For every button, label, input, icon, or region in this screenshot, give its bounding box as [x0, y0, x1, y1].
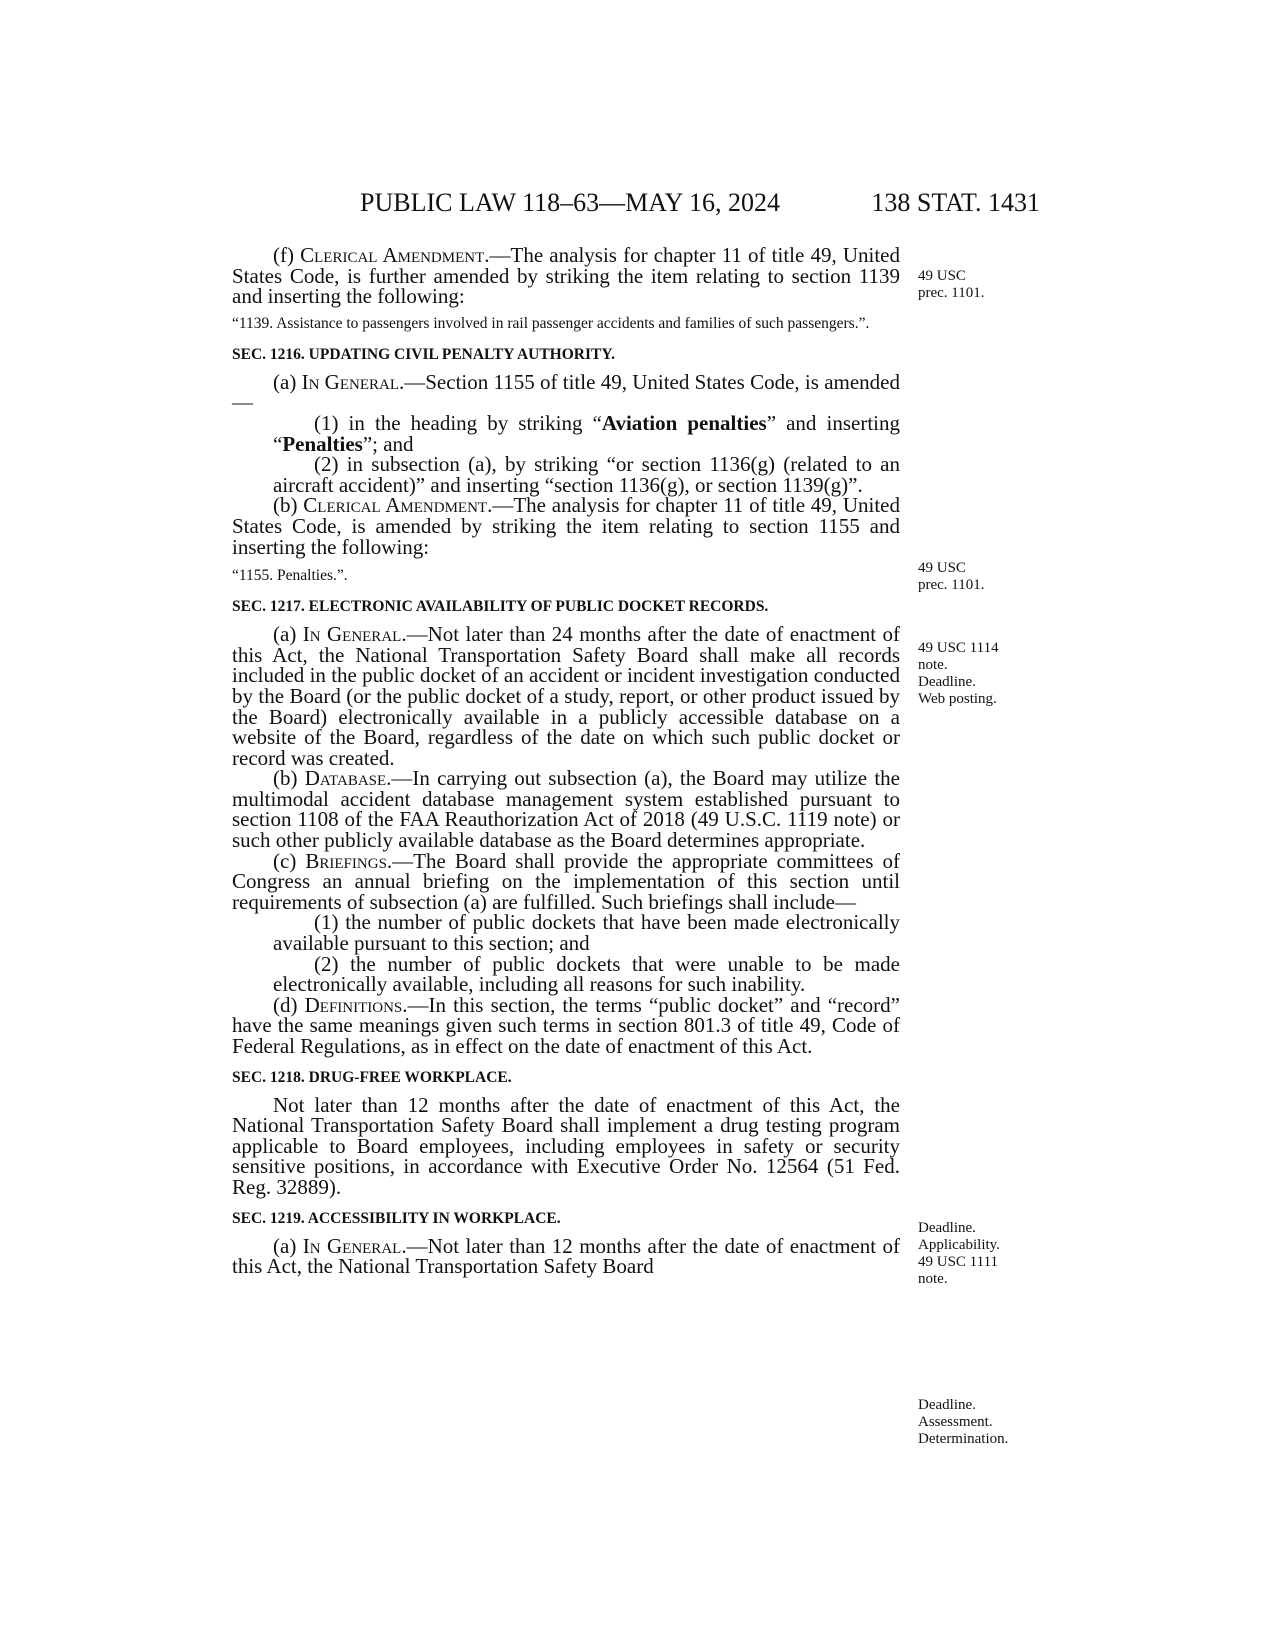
subsection-heading: In General	[302, 1233, 402, 1258]
margin-note-sec-1218: Deadline. Applicability. 49 USC 1111 note.	[918, 1220, 1000, 1287]
section-heading-1218: SEC. 1218. DRUG-FREE WORKPLACE.	[232, 1068, 512, 1086]
paragraph-1217-c2: (2) the number of public dockets that were unable to be made electronically available, including all reasons for such inability.	[273, 951, 900, 997]
subsection-heading: In General	[301, 369, 399, 394]
document-body	[232, 245, 900, 1277]
section-heading-1216: SEC. 1216. UPDATING CIVIL PENALTY AUTHORITY.	[232, 345, 615, 363]
header-stat-page: 138 STAT. 1431	[871, 188, 1040, 217]
paragraph-1217-b: (b) Database.—In carrying out subsection (a), the Board may utilize the multimodal accident database management system established pursuant to section 1108 of the FAA Reauthorization Act of 2018 (49 U.S.C. 1119 note) or such other publicly available database as the Board determines appropriate.	[232, 766, 900, 853]
subsection-heading: Definitions	[304, 992, 403, 1017]
header-law-title: PUBLIC LAW 118–63—MAY 16, 2024	[360, 188, 780, 217]
paragraph-1217-c1: (1) the number of public dockets that have been made electronically available pursuant to this section; and	[273, 910, 900, 956]
section-heading-1219: SEC. 1219. ACCESSIBILITY IN WORKPLACE.	[232, 1209, 561, 1227]
analysis-item-1139: “1139. Assistance to passengers involved in rail passenger accidents and families of such passengers.”.	[232, 314, 870, 332]
margin-note-sec-1219: Deadline. Assessment. Determination.	[918, 1397, 1009, 1447]
subsection-heading: Clerical Amendment	[303, 493, 488, 518]
margin-note-clerical-b: 49 USC prec. 1101.	[918, 560, 985, 593]
paragraph-1219-a: (a) In General.—Not later than 12 months after the date of enactment of this Act, the National Transportation Safety Board	[232, 1233, 900, 1279]
subsection-heading: Database	[304, 766, 387, 791]
paragraph-1217-c: (c) Briefings.—The Board shall provide the appropriate committees of Congress an annual briefing on the implementation of this section until requirements of subsection (a) are fulfilled. Such briefings shall include—	[232, 848, 901, 914]
paragraph-1217-d: (d) Definitions.—In this section, the terms “public docket” and “record” have the same meanings given such terms in section 801.3 of title 49, Code of Federal Regulations, as in effect on the date of enactment of this Act.	[232, 992, 900, 1058]
paragraph-1216-a1: (1) in the heading by striking “Aviation penalties” and inserting “Penalties”; and	[273, 410, 900, 456]
paragraph-1216-a2: (2) in subsection (a), by striking “or section 1136(g) (related to an aircraft accident)” and inserting “section 1136(g), or section 1139(g)”.	[273, 452, 900, 497]
paragraph-1217-a: (a) In General.—Not later than 24 months after the date of enactment of this Act, the National Transportation Safety Board shall make all records included in the public docket of an accident or incident investigation conducted by the Board (or the public docket of a study, report, or other product issued by the Board) electronically available in a publicly accessible database on a website of the Board, regardless of the date on which such public docket or record was created.	[232, 622, 900, 770]
subsection-heading: Briefings	[305, 848, 387, 873]
paragraph-1216-b: (b) Clerical Amendment.—The analysis for chapter 11 of title 49, United States Code, is amended by striking the item relating to section 1155 and inserting the following:	[232, 493, 900, 559]
subsection-heading: In General	[302, 622, 402, 647]
paragraph-f-clerical-amendment: (f) Clerical Amendment.—The analysis for chapter 11 of title 49, United States Code, is further amended by striking the item relating to section 1139 and inserting the following:	[232, 243, 900, 309]
analysis-item-1155: “1155. Penalties.”.	[232, 567, 348, 585]
paragraph-1216-a: (a) In General.—Section 1155 of title 49, United States Code, is amended—	[232, 369, 900, 415]
subsection-heading: Clerical Amendment	[300, 243, 485, 267]
section-heading-1217: SEC. 1217. ELECTRONIC AVAILABILITY OF PUBLIC DOCKET RECORDS.	[232, 598, 769, 616]
margin-note-clerical-f: 49 USC prec. 1101.	[918, 268, 985, 301]
paragraph-1218: Not later than 12 months after the date of enactment of this Act, the National Transportation Safety Board shall implement a drug testing program applicable to Board employees, including employees in safety or security sensitive positions, in accordance with Executive Order No. 12564 (51 Fed. Reg. 32889).	[232, 1092, 900, 1199]
margin-note-sec-1217: 49 USC 1114 note. Deadline. Web posting.	[918, 640, 999, 707]
